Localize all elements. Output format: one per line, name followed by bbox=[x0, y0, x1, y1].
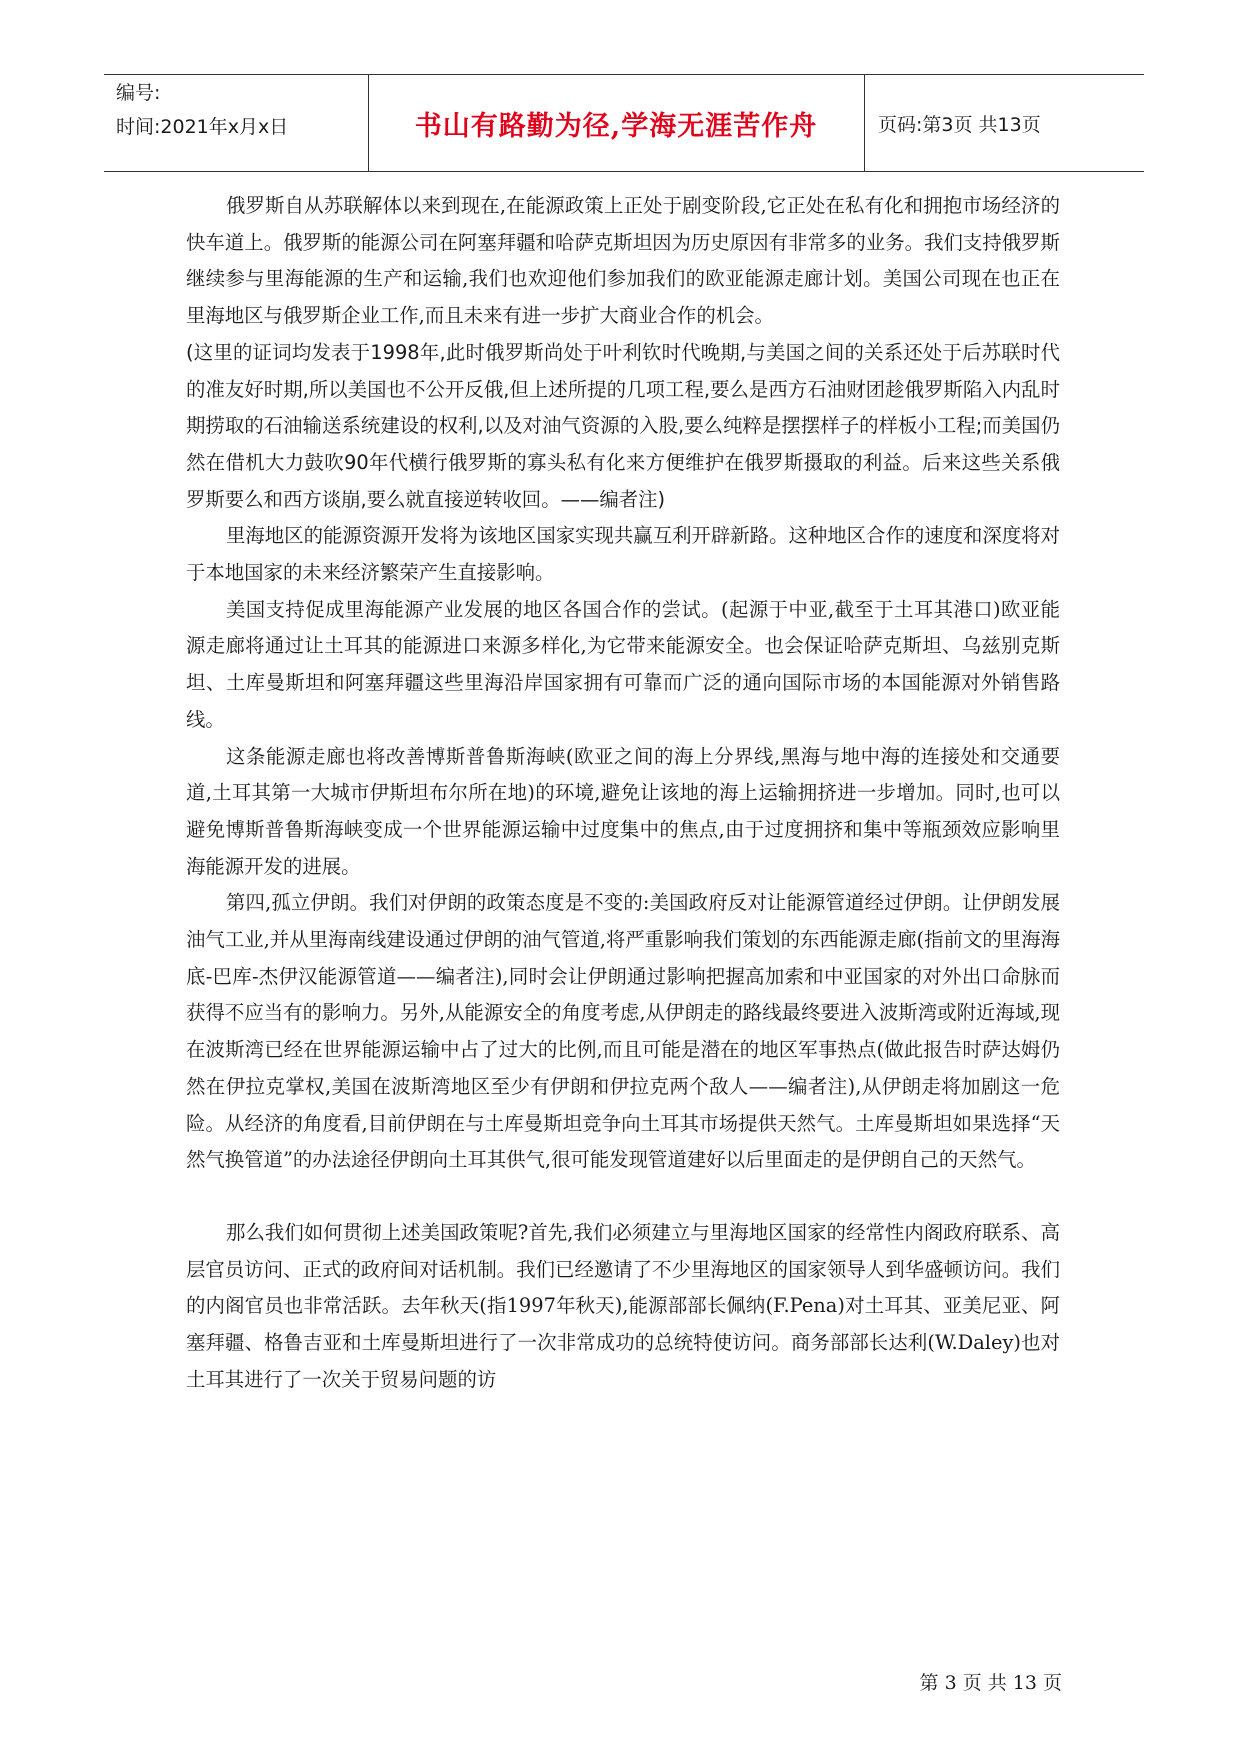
page-footer: 第 3 页 共 13 页 bbox=[919, 1672, 1062, 1694]
header-page-info: 页码:第3页 共13页 bbox=[878, 113, 1041, 136]
document-body bbox=[186, 188, 1060, 1399]
number-label: 编号: bbox=[116, 82, 161, 104]
paragraph: 那么我们如何贯彻上述美国政策呢?首先,我们必须建立与里海地区国家的经常性内阁政府联系、高层官员访问、正式的政府间对话机制。我们已经邀请了不少里海地区的国家领导人到华盛顿访问。我们的内阁官员也非常活跃。去年秋天(指1997年秋天),能源部部长佩纳(F.Pena)对土耳其、亚美尼亚、阿塞拜疆、格鲁吉亚和土库曼斯坦进行了一次非常成功的总统特使访问。商务部部长达利(W.Daley)也对土耳其进行了一次关于贸易问题的访 bbox=[186, 1220, 1060, 1391]
time-label: 时间:2021年x月x日 bbox=[116, 116, 289, 138]
paragraph: 里海地区的能源资源开发将为该地区国家实现共赢互利开辟新路。这种地区合作的速度和深度将对于本地国家的未来经济繁荣产生直接影响。 bbox=[186, 524, 1060, 585]
paragraph-gap bbox=[186, 1179, 1060, 1215]
editor-note: (这里的证词均发表于1998年,此时俄罗斯尚处于叶利钦时代晚期,与美国之间的关系还处于后苏联时代的准友好时期,所以美国也不公开反俄,但上述所提的几项工程,要么是西方石油财团趁俄罗斯陷入内乱时期捞取的石油输送系统建设的权利,以及对油气资源的入股,要么纯粹是摆摆样子的样板小工程;而美国仍然在借机大力鼓吹90年代横行俄罗斯的寡头私有化来方便维护在俄罗斯摄取的利益。后来这些关系俄罗斯要么和西方谈崩,要么就直接逆转收回。——编者注) bbox=[186, 340, 1060, 511]
paragraph: 这条能源走廊也将改善博斯普鲁斯海峡(欧亚之间的海上分界线,黑海与地中海的连接处和交通要道,土耳其第一大城市伊斯坦布尔所在地)的环境,避免让该地的海上运输拥挤进一步增加。同时,也可以避免博斯普鲁斯海峡变成一个世界能源运输中过度集中的焦点,由于过度拥挤和集中等瓶颈效应影响里海能源开发的进展。 bbox=[186, 744, 1060, 878]
page-header bbox=[104, 74, 1144, 172]
header-motto: 书山有路勤为径,学海无涯苦作舟 bbox=[414, 110, 818, 142]
paragraph: 第四,孤立伊朗。我们对伊朗的政策态度是不变的:美国政府反对让能源管道经过伊朗。让伊朗发展油气工业,并从里海南线建设通过伊朗的油气管道,将严重影响我们策划的东西能源走廊(指前文的里海海底-巴库-杰伊汉能源管道——编者注),同时会让伊朗通过影响把握高加索和中亚国家的对外出口命脉而获得不应当有的影响力。另外,从能源安全的角度考虑,从伊朗走的路线最终要进入波斯湾或附近海域,现在波斯湾已经在世界能源运输中占了过大的比例,而且可能是潜在的地区军事热点(做此报告时萨达姆仍然在伊拉克掌权,美国在波斯湾地区至少有伊朗和伊拉克两个敌人——编者注),从伊朗走将加剧这一危险。从经济的角度看,目前伊朗在与土库曼斯坦竞争向土耳其市场提供天然气。土库曼斯坦如果选择“天然气换管道”的办法途径伊朗向土耳其供气,很可能发现管道建好以后里面走的是伊朗自己的天然气。 bbox=[186, 891, 1060, 1172]
header-meta bbox=[116, 75, 368, 171]
paragraph: 俄罗斯自从苏联解体以来到现在,在能源政策上正处于剧变阶段,它正处在私有化和拥抱市场经济的快车道上。俄罗斯的能源公司在阿塞拜疆和哈萨克斯坦因为历史原因有非常多的业务。我们支持俄罗斯继续参与里海能源的生产和运输,我们也欢迎他们参加我们的欧亚能源走廊计划。美国公司现在也正在里海地区与俄罗斯企业工作,而且未来有进一步扩大商业合作的机会。 bbox=[186, 194, 1060, 328]
paragraph: 美国支持促成里海能源产业发展的地区各国合作的尝试。(起源于中亚,截至于土耳其港口)欧亚能源走廊将通过让土耳其的能源进口来源多样化,为它带来能源安全。也会保证哈萨克斯坦、乌兹别克斯坦、土库曼斯坦和阿塞拜疆这些里海沿岸国家拥有可靠而广泛的通向国际市场的本国能源对外销售路线。 bbox=[186, 597, 1060, 731]
